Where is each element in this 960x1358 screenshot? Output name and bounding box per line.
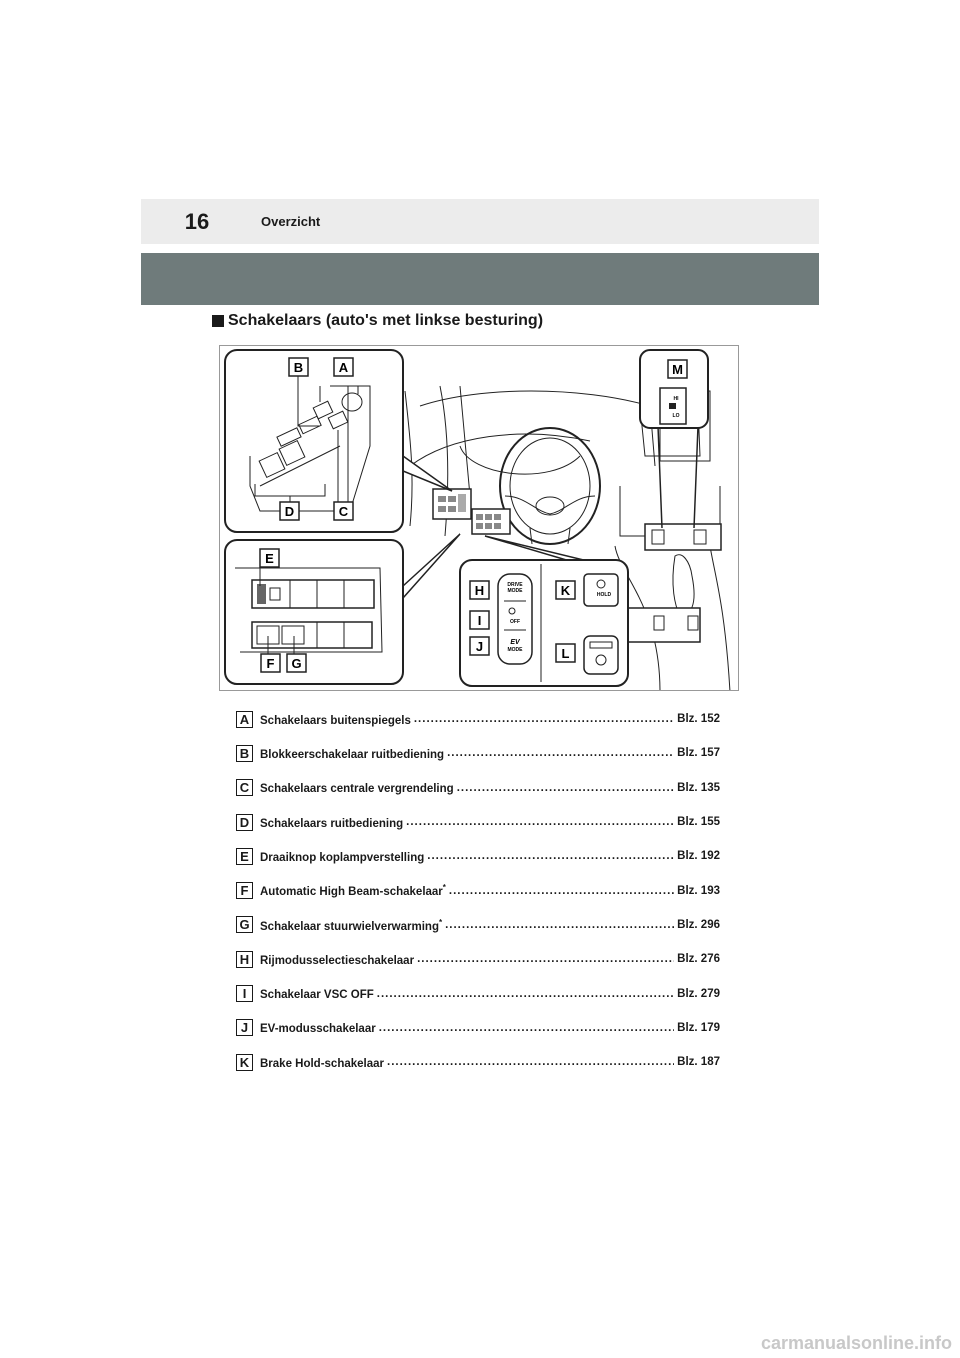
dot-leader (427, 850, 674, 862)
item-page-ref: Blz. 192 (677, 850, 720, 863)
item-letter: H (236, 951, 253, 968)
item-page-ref: Blz. 179 (677, 1021, 720, 1034)
item-letter: B (236, 745, 253, 762)
item-label-text: Schakelaar VSC OFF (260, 988, 374, 1001)
dot-leader (377, 988, 674, 1000)
callout-d: D (284, 504, 295, 519)
item-letter: E (236, 848, 253, 865)
item-letter: G (236, 916, 253, 933)
dot-leader (447, 747, 674, 759)
reference-item (236, 908, 720, 942)
callout-g: G (291, 656, 302, 671)
reference-item (236, 942, 720, 976)
item-page-ref: Blz. 193 (677, 884, 720, 897)
item-label (260, 746, 444, 761)
item-label-text: Schakelaar stuurwielverwarming (260, 920, 439, 933)
item-footnote-mark: * (438, 917, 443, 927)
callout-e: E (265, 551, 274, 566)
item-letter: I (236, 985, 253, 1002)
item-letter: J (236, 1019, 253, 1036)
callout-j: J (475, 639, 484, 654)
item-page-ref: Blz. 155 (677, 816, 720, 829)
reference-item (236, 839, 720, 873)
drive-label-1: DRIVE (507, 582, 523, 588)
item-letter: C (236, 779, 253, 796)
item-label (260, 780, 454, 795)
ev-mode-label: MODE (507, 647, 523, 653)
dot-leader (457, 782, 674, 794)
reference-item (236, 771, 720, 805)
section-banner (141, 253, 819, 305)
dot-leader (414, 713, 674, 725)
item-label-text: Blokkeerschakelaar ruitbediening (260, 748, 445, 761)
item-label-text: Automatic High Beam-schakelaar (260, 886, 443, 899)
reference-list (236, 702, 720, 1079)
light-switch-panel (225, 540, 403, 684)
reference-item (236, 976, 720, 1010)
item-page-ref: Blz. 157 (677, 747, 720, 760)
item-label-text: Schakelaars ruitbediening (260, 817, 404, 830)
dot-leader (449, 885, 674, 897)
callout-m: M (672, 362, 683, 377)
item-label (260, 918, 442, 933)
item-letter: F (236, 882, 253, 899)
callout-a: A (338, 360, 349, 375)
item-label (260, 849, 424, 864)
console-switches-small (624, 608, 700, 642)
item-label (260, 1020, 376, 1035)
reference-item (236, 805, 720, 839)
callout-c: C (338, 504, 349, 519)
ev-label: EV (510, 639, 520, 646)
seat-heater-switches-small (645, 524, 721, 550)
header-bar (141, 199, 819, 244)
reference-item (236, 736, 720, 770)
reference-item (236, 1045, 720, 1079)
item-letter: A (236, 711, 253, 728)
switches-illustration (219, 345, 739, 691)
item-label (260, 952, 414, 967)
item-page-ref: Blz. 276 (677, 953, 720, 966)
item-page-ref: Blz. 135 (677, 781, 720, 794)
item-label (260, 986, 374, 1001)
hold-label: HOLD (596, 592, 612, 598)
item-label-text: EV-modusschakelaar (260, 1023, 376, 1036)
item-page-ref: Blz. 296 (677, 918, 720, 931)
dot-leader (445, 919, 674, 931)
item-label (260, 712, 411, 727)
callout-f: F (266, 656, 275, 671)
bullet-square-icon (212, 315, 224, 327)
reference-item (236, 702, 720, 736)
hi-label: HI (673, 396, 679, 402)
dot-leader (406, 816, 674, 828)
item-letter: K (236, 1054, 253, 1071)
dash-switch-cluster-small (472, 509, 510, 534)
item-page-ref: Blz. 187 (677, 1056, 720, 1069)
item-page-ref: Blz. 279 (677, 987, 720, 1000)
item-label-text: Schakelaars buitenspiegels (260, 714, 411, 727)
item-label-text: Brake Hold-schakelaar (260, 1057, 385, 1070)
lo-label: LO (672, 413, 680, 419)
callout-i: I (477, 613, 482, 628)
item-label (260, 883, 446, 898)
callout-k: K (560, 583, 571, 598)
reference-item (236, 1011, 720, 1045)
illustration-svg (220, 346, 739, 691)
item-label-text: Rijmodusselectieschakelaar (260, 954, 415, 967)
item-label-text: Schakelaars centrale vergrendeling (260, 783, 454, 796)
item-label (260, 1055, 384, 1070)
drive-label-2: MODE (507, 588, 523, 594)
reference-item (236, 873, 720, 907)
dot-leader (417, 953, 674, 965)
vsc-label: OFF (510, 619, 520, 625)
item-footnote-mark: * (442, 883, 446, 893)
item-page-ref: Blz. 152 (677, 713, 720, 726)
dot-leader (379, 1022, 674, 1034)
door-switch-panel (225, 350, 403, 532)
door-switch-cluster-small (433, 489, 471, 519)
page-number: 16 (184, 208, 210, 234)
item-letter: D (236, 814, 253, 831)
section-title-text: Schakelaars (auto's met linkse besturing) (228, 312, 544, 329)
callout-h: H (474, 583, 485, 598)
callout-l: L (561, 646, 570, 661)
dot-leader (387, 1056, 674, 1068)
item-label (260, 815, 403, 830)
item-label-text: Draaiknop koplampverstelling (260, 851, 425, 864)
section-name: Overzicht (261, 214, 321, 229)
watermark: carmanualsonline.info (760, 1333, 952, 1353)
callout-b: B (293, 360, 304, 375)
section-title (212, 309, 543, 333)
